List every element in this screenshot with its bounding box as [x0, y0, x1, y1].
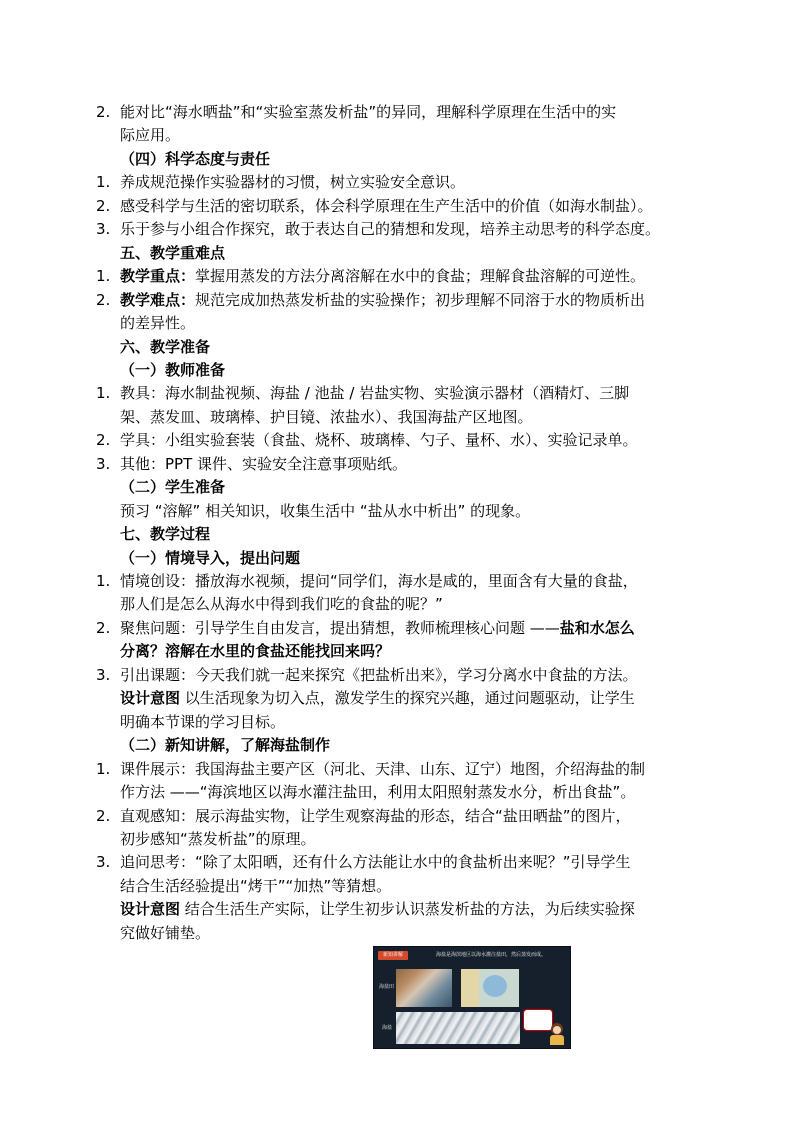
text-line — [120, 781, 635, 804]
list-number: 1. — [96, 173, 111, 191]
list-number: 3. — [96, 853, 111, 871]
line-text: （二）新知讲解，了解海盐制作 — [120, 736, 331, 754]
line-text: 五、教学重难点 — [120, 244, 226, 262]
line-text: （一）教师准备 — [120, 361, 226, 379]
text-line — [120, 617, 635, 640]
text-line — [120, 898, 635, 921]
section-heading — [120, 734, 330, 757]
text-line — [120, 406, 533, 429]
line-text: （二）学生准备 — [120, 478, 226, 496]
text-line — [120, 289, 645, 312]
line-text: 聚焦问题：引导学生自由发言，提出猜想，教师梳理核心问题 —— — [120, 619, 560, 637]
line-text: 乐于参与小组合作探究，敢于表达自己的猜想和发现，培养主动思考的科学态度。 — [120, 220, 661, 238]
salt-region-map — [461, 969, 519, 1007]
line-text: 分离？溶解在水里的食盐还能找回来吗？ — [120, 642, 391, 660]
section-heading — [120, 523, 210, 546]
line-text: 课件展示：我国海盐主要产区（河北、天津、山东、辽宁）地图，介绍海盐的制 — [120, 760, 646, 778]
section-heading — [120, 547, 300, 570]
text-line — [120, 312, 195, 335]
line-text: 结合生活经验提出“烤干”“加热”等猜想。 — [120, 877, 392, 895]
line-text: 情境创设：播放海水视频，提问“同学们，海水是咸的，里面含有大量的食盐， — [120, 572, 638, 590]
text-line — [120, 758, 645, 781]
text-line — [120, 875, 391, 898]
line-text: 七、教学过程 — [120, 525, 211, 543]
line-text: 明确本节课的学习目标。 — [120, 713, 286, 731]
bold-lead: 设计意图 — [120, 900, 181, 918]
line-text: 初步感知“蒸发析盐”的原理。 — [120, 830, 316, 848]
bold-lead: 设计意图 — [120, 689, 181, 707]
text-line — [120, 171, 465, 194]
line-text: 掌握用蒸发的方法分离溶解在水中的食盐；理解食盐溶解的可逆性。 — [195, 267, 646, 285]
salt-field-photo — [396, 969, 452, 1007]
list-number: 1. — [96, 384, 111, 402]
list-number: 2. — [96, 291, 111, 309]
text-line — [120, 124, 180, 147]
line-text: 际应用。 — [120, 126, 181, 144]
slide-label-sea-salt: 海盐 — [382, 1025, 393, 1031]
text-line — [120, 265, 645, 288]
text-line — [120, 922, 210, 945]
slide-tag: 新知讲解 — [378, 951, 408, 960]
text-line — [120, 570, 638, 593]
line-text: 学具：小组实验套装（食盐、烧杯、玻璃棒、勺子、量杯、水）、实验记录单。 — [120, 431, 638, 449]
section-heading — [120, 476, 225, 499]
line-text: 规范完成加热蒸发析盐的实验操作；初步理解不同溶于水的物质析出 — [195, 291, 646, 309]
text-line — [120, 828, 316, 851]
list-number: 1. — [96, 760, 111, 778]
bold-lead: 教学重点： — [120, 267, 196, 285]
bold-tail: 盐和水怎么 — [559, 619, 635, 637]
list-number: 1. — [96, 267, 111, 285]
list-number: 2. — [96, 619, 111, 637]
slide-label-salt-field: 海盐田 — [379, 984, 395, 990]
line-text: 教具：海水制盐视频、海盐 / 池盐 / 岩盐实物、实验演示器材（酒精灯、三脚 — [120, 384, 630, 402]
line-text: 感受科学与生活的密切联系，体会科学原理在生产生活中的价值（如海水制盐）。 — [120, 197, 653, 215]
line-text: 预习 “溶解” 相关知识，收集生活中 “盐从水中析出” 的现象。 — [120, 502, 531, 520]
slide-title: 海盐是海滨地区以海水灌注盐田，然后蒸发而成。 — [436, 952, 547, 958]
section-heading — [120, 148, 270, 171]
text-line — [120, 195, 653, 218]
list-number: 3. — [96, 666, 111, 684]
courseware-slide-image — [373, 946, 571, 1049]
section-heading — [120, 242, 225, 265]
section-heading — [120, 640, 390, 663]
line-text: 究做好铺垫。 — [120, 924, 211, 942]
text-line — [120, 664, 638, 687]
line-text: 六、教学准备 — [120, 338, 211, 356]
section-heading — [120, 359, 225, 382]
text-line — [120, 687, 635, 710]
text-line — [120, 218, 660, 241]
line-text: 追问思考：“除了太阳晒，还有什么方法能让水中的食盐析出来呢？”引导学生 — [120, 853, 631, 871]
text-line — [120, 500, 530, 523]
text-line — [120, 429, 638, 452]
list-number: 3. — [96, 220, 111, 238]
section-heading — [120, 336, 210, 359]
text-line — [120, 851, 631, 874]
text-line — [120, 101, 616, 124]
text-line — [120, 382, 629, 405]
line-text: （四）科学态度与责任 — [120, 150, 271, 168]
line-text: 能对比“海水晒盐”和“实验室蒸发析盐”的异同，理解科学原理在生活中的实 — [120, 103, 617, 121]
list-number: 2. — [96, 807, 111, 825]
line-text: 养成规范操作实验器材的习惯，树立实验安全意识。 — [120, 173, 466, 191]
text-line — [120, 593, 443, 616]
line-text: 架、蒸发皿、玻璃棒、护目镜、浓盐水）、我国海盐产区地图。 — [120, 408, 533, 426]
line-text: 作方法 ——“海滨地区以海水灌注盐田，利用太阳照射蒸发水分，析出食盐”。 — [120, 783, 636, 801]
text-line — [120, 711, 285, 734]
cartoon-girl-icon — [548, 1023, 566, 1045]
text-line — [120, 453, 407, 476]
bold-lead: 教学难点： — [120, 291, 196, 309]
list-number: 2. — [96, 197, 111, 215]
line-text: 那人们是怎么从海水中得到我们吃的食盐的呢？” — [120, 595, 443, 613]
list-number: 2. — [96, 103, 111, 121]
sea-salt-photo — [396, 1012, 520, 1044]
line-text: 引出课题：今天我们就一起来探究《把盐析出来》，学习分离水中食盐的方法。 — [120, 666, 638, 684]
text-line — [120, 805, 631, 828]
list-number: 1. — [96, 572, 111, 590]
line-text: 的差异性。 — [120, 314, 196, 332]
list-number: 3. — [96, 455, 111, 473]
line-text: 直观感知：展示海盐实物，让学生观察海盐的形态，结合“盐田晒盐”的图片， — [120, 807, 631, 825]
line-text: 结合生活生产实际，让学生初步认识蒸发析盐的方法，为后续实验探 — [184, 900, 635, 918]
line-text: （一）情境导入，提出问题 — [120, 549, 301, 567]
line-text: 以生活现象为切入点，激发学生的探究兴趣，通过问题驱动，让学生 — [184, 689, 635, 707]
line-text: 其他：PPT 课件、实验安全注意事项贴纸。 — [120, 455, 408, 473]
list-number: 2. — [96, 431, 111, 449]
